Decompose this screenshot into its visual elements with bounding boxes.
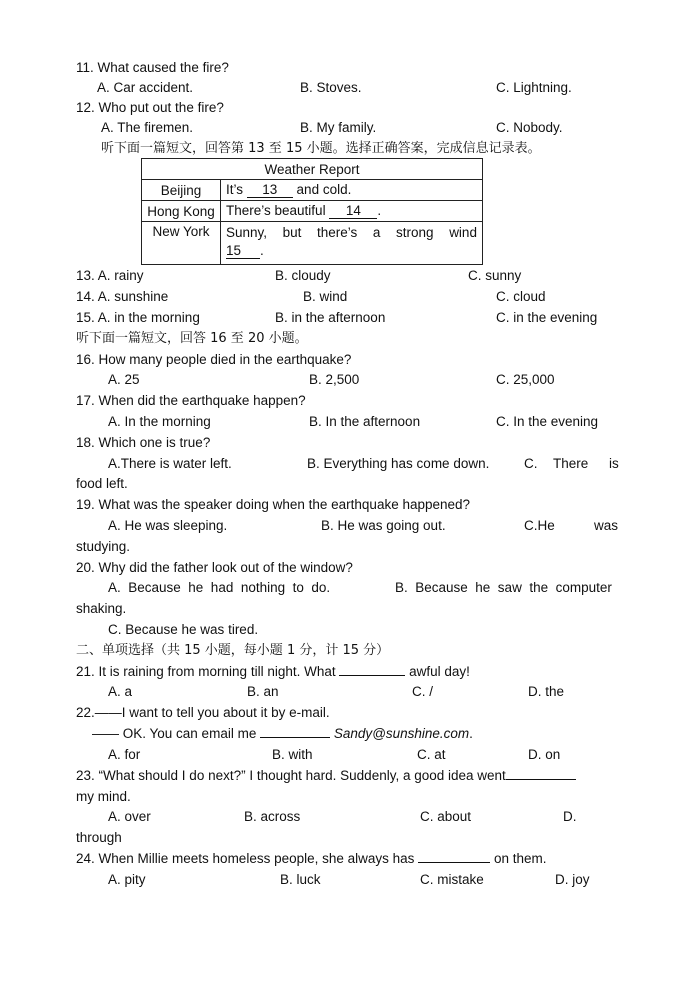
q24-blank bbox=[418, 862, 490, 863]
q22-line1: 22.——I want to tell you about it by e-mail. bbox=[76, 705, 330, 720]
q12-option-c: C. Nobody. bbox=[496, 120, 563, 135]
q23-blank bbox=[506, 779, 576, 780]
city-beijing: Beijing bbox=[142, 180, 221, 201]
q23-stem-continued: my mind. bbox=[76, 789, 131, 804]
q24-stem: 24. When Millie meets homeless people, she always has on them. bbox=[76, 851, 547, 866]
q22-option-a: A. for bbox=[108, 747, 141, 762]
weather-hong-kong: There’s beautiful 14 . bbox=[221, 201, 483, 222]
q20-option-a: A. Because he had nothing to do. bbox=[108, 580, 331, 595]
q18-option-c-part3: is bbox=[609, 456, 619, 471]
q18-stem: 18. Which one is true? bbox=[76, 435, 211, 450]
table-row bbox=[142, 222, 483, 265]
q19-option-c-part1: C.He bbox=[524, 518, 555, 533]
q21-blank bbox=[339, 675, 405, 676]
blank-14: 14 bbox=[329, 204, 377, 219]
q19-option-a: A. He was sleeping. bbox=[108, 518, 228, 533]
q20-option-c: C. Because he was tired. bbox=[108, 622, 259, 637]
q19-stem: 19. What was the speaker doing when the earthquake happened? bbox=[76, 497, 471, 512]
q14-option-a: 14. A. sunshine bbox=[76, 289, 169, 304]
weather-report-title: Weather Report bbox=[142, 159, 483, 180]
q19-option-c-continued: studying. bbox=[76, 539, 131, 554]
q19-option-b: B. He was going out. bbox=[321, 518, 446, 533]
q17-option-b: B. In the afternoon bbox=[309, 414, 421, 429]
q17-option-c: C. In the evening bbox=[496, 414, 599, 429]
q22-line2: —— OK. You can email me Sandy@sunshine.com. bbox=[92, 726, 473, 741]
q23-option-b: B. across bbox=[244, 809, 301, 824]
q22-blank bbox=[260, 737, 330, 738]
q16-option-c: C. 25,000 bbox=[496, 372, 555, 387]
email-address: Sandy@sunshine.com bbox=[333, 726, 470, 741]
q23-option-a: A. over bbox=[108, 809, 151, 824]
q22-option-c: C. at bbox=[417, 747, 446, 762]
q21-stem: 21. It is raining from morning till night. What awful day! bbox=[76, 664, 470, 679]
q20-option-b-continued: shaking. bbox=[76, 601, 127, 616]
q13-option-c: C. sunny bbox=[468, 268, 522, 283]
q24-option-b: B. luck bbox=[280, 872, 321, 887]
q18-option-c-part2: There bbox=[553, 456, 589, 471]
q23-option-d: D. bbox=[563, 809, 577, 824]
section-2-heading: 二、单项选择（共 15 小题，每小题 1 分，计 15 分） bbox=[76, 643, 390, 658]
listening-instruction-13-15: 听下面一篇短文，回答第 13 至 15 小题。选择正确答案，完成信息记录表。 bbox=[101, 141, 541, 156]
q23-option-c: C. about bbox=[420, 809, 472, 824]
q21-option-c: C. / bbox=[412, 684, 434, 699]
blank-13: 13 bbox=[247, 183, 293, 198]
q11-option-c: C. Lightning. bbox=[496, 80, 572, 95]
q13-option-b: B. cloudy bbox=[275, 268, 331, 283]
q18-option-c-part1: C. bbox=[524, 456, 538, 471]
q18-option-b: B. Everything has come down. bbox=[307, 456, 490, 471]
q16-stem: 16. How many people died in the earthquake? bbox=[76, 352, 352, 367]
q18-option-c-continued: food left. bbox=[76, 476, 128, 491]
q20-option-b: B. Because he saw the computer bbox=[395, 580, 612, 595]
q11-option-a: A. Car accident. bbox=[97, 80, 194, 95]
q17-option-a: A. In the morning bbox=[108, 414, 211, 429]
blank-15: 15 bbox=[226, 244, 260, 259]
q24-option-a: A. pity bbox=[108, 872, 146, 887]
q22-option-b: B. with bbox=[272, 747, 313, 762]
weather-report-table bbox=[141, 158, 483, 265]
q12-option-a: A. The firemen. bbox=[101, 120, 194, 135]
q15-option-a: 15. A. in the morning bbox=[76, 310, 200, 325]
q19-option-c-part2: was bbox=[594, 518, 619, 533]
q18-option-a: A.There is water left. bbox=[108, 456, 232, 471]
new-york-line1: Sunny, but there’s a strong wind bbox=[226, 225, 477, 240]
q22-option-d: D. on bbox=[528, 747, 561, 762]
q20-stem: 20. Why did the father look out of the window? bbox=[76, 560, 353, 575]
q16-option-a: A. 25 bbox=[108, 372, 140, 387]
q15-option-b: B. in the afternoon bbox=[275, 310, 386, 325]
q14-option-c: C. cloud bbox=[496, 289, 546, 304]
table-row bbox=[142, 201, 483, 222]
q11-stem: 11. What caused the fire? bbox=[76, 60, 229, 75]
q17-stem: 17. When did the earthquake happen? bbox=[76, 393, 306, 408]
q24-option-d: D. joy bbox=[555, 872, 590, 887]
q13-option-a: 13. A. rainy bbox=[76, 268, 144, 283]
q11-option-b: B. Stoves. bbox=[300, 80, 362, 95]
q21-option-d: D. the bbox=[528, 684, 565, 699]
city-hong-kong: Hong Kong bbox=[142, 201, 221, 222]
q16-option-b: B. 2,500 bbox=[309, 372, 360, 387]
q23-stem: 23. “What should I do next?” I thought hard. Suddenly, a good idea went bbox=[76, 768, 576, 784]
q21-option-b: B. an bbox=[247, 684, 279, 699]
q21-option-a: A. a bbox=[108, 684, 133, 699]
q15-option-c: C. in the evening bbox=[496, 310, 598, 325]
q23-option-d-continued: through bbox=[76, 830, 122, 845]
weather-new-york: Sunny, but there’s a strong wind 15 . bbox=[221, 222, 483, 265]
q14-option-b: B. wind bbox=[303, 289, 348, 304]
q12-stem: 12. Who put out the fire? bbox=[76, 100, 224, 115]
listening-instruction-16-20: 听下面一篇短文，回答 16 至 20 小题。 bbox=[76, 331, 308, 346]
q24-option-c: C. mistake bbox=[420, 872, 484, 887]
q12-option-b: B. My family. bbox=[300, 120, 377, 135]
weather-beijing: It’s 13 and cold. bbox=[221, 180, 483, 201]
table-row bbox=[142, 180, 483, 201]
city-new-york: New York bbox=[142, 222, 221, 265]
